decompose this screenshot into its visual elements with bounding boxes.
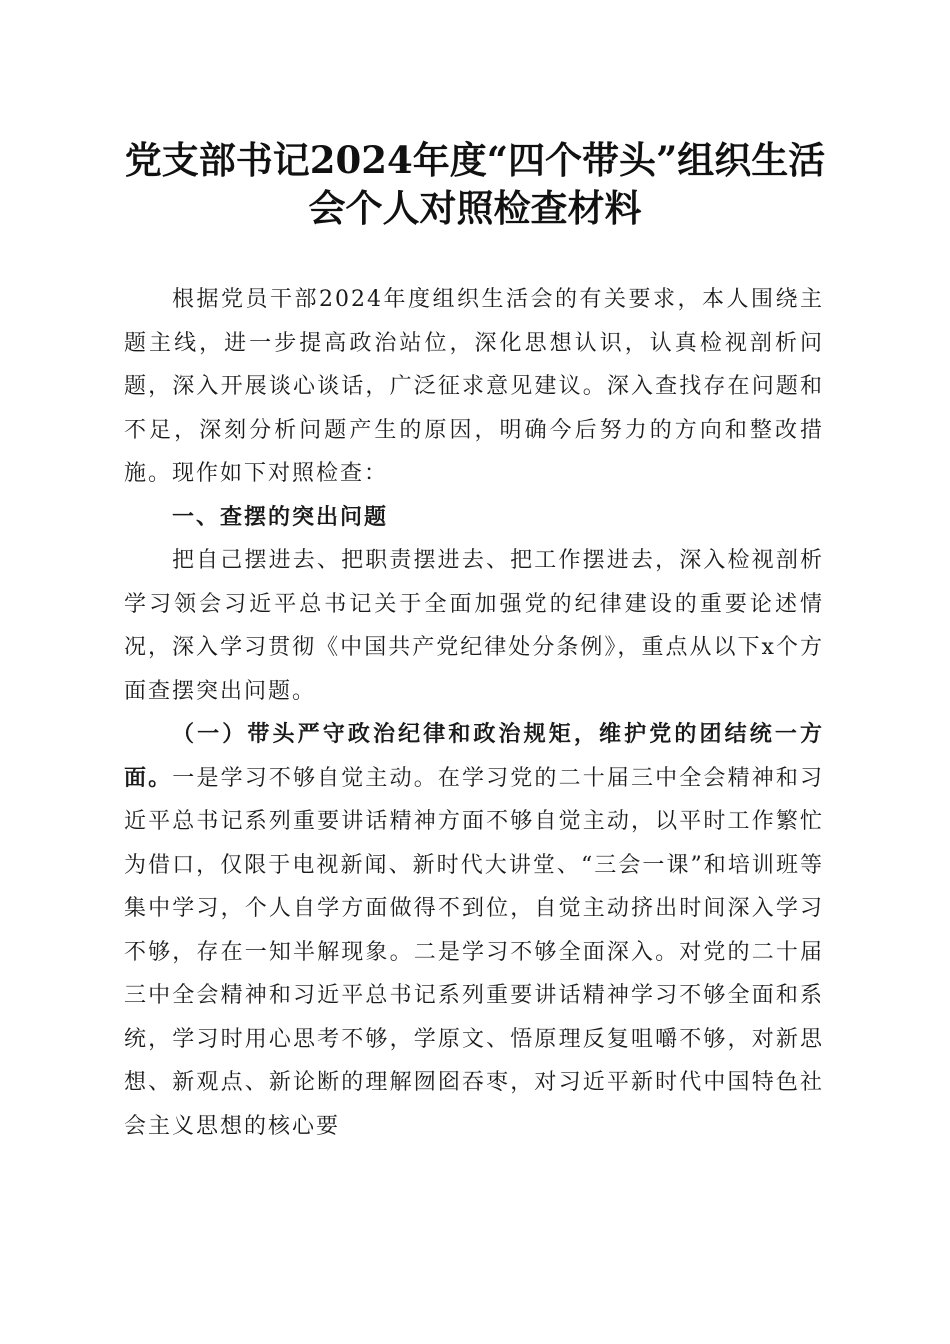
subsection-1-paragraph bbox=[124, 713, 824, 1148]
title-line-2: 会个人对照检查材料 bbox=[308, 186, 642, 230]
section-1-paragraph: 把自己摆进去、把职责摆进去、把工作摆进去，深入检视剖析学习领会习近平总书记关于全面加强党的纪律建设的重要论述情况，深入学习贯彻《中国共产党纪律处分条例》，重点从以下x个方面查摆突出问题。 bbox=[124, 548, 824, 704]
section-1-heading: 一、查摆的突出问题 bbox=[172, 504, 389, 530]
title-line-1: 党支部书记2024年度“四个带头”组织生活 bbox=[124, 138, 826, 182]
intro-paragraph: 根据党员干部2024年度组织生活会的有关要求，本人围绕主题主线，进一步提高政治站位，深化思想认识，认真检视剖析问题，深入开展谈心谈话，广泛征求意见建议。深入查找存在问题和不足，深刻分析问题产生的原因，明确今后努力的方向和整改措施。现作如下对照检查： bbox=[124, 287, 824, 486]
document-title bbox=[100, 136, 850, 232]
document-body bbox=[124, 278, 824, 1148]
subsection-1-heading: （一）带头严守政治纪律和政治规矩，维护党的团结统一方面。 bbox=[124, 721, 824, 791]
subsection-1-text: 一是学习不够自觉主动。在学习党的二十届三中全会精神和习近平总书记系列重要讲话精神方面不够自觉主动，以平时工作繁忙为借口，仅限于电视新闻、新时代大讲堂、“三会一课”和培训班等集中学习，个人自学方面做得不到位，自觉主动挤出时间深入学习不够，存在一知半解现象。二是学习不够全面深入。对党的二十届三中全会精神和习近平总书记系列重要讲话精神学习不够全面和系统，学习时用心思考不够，学原文、悟原理反复咀嚼不够，对新思想、新观点、新论断的理解囫囵吞枣，对习近平新时代中国特色社会主义思想的核心要 bbox=[124, 765, 824, 1139]
